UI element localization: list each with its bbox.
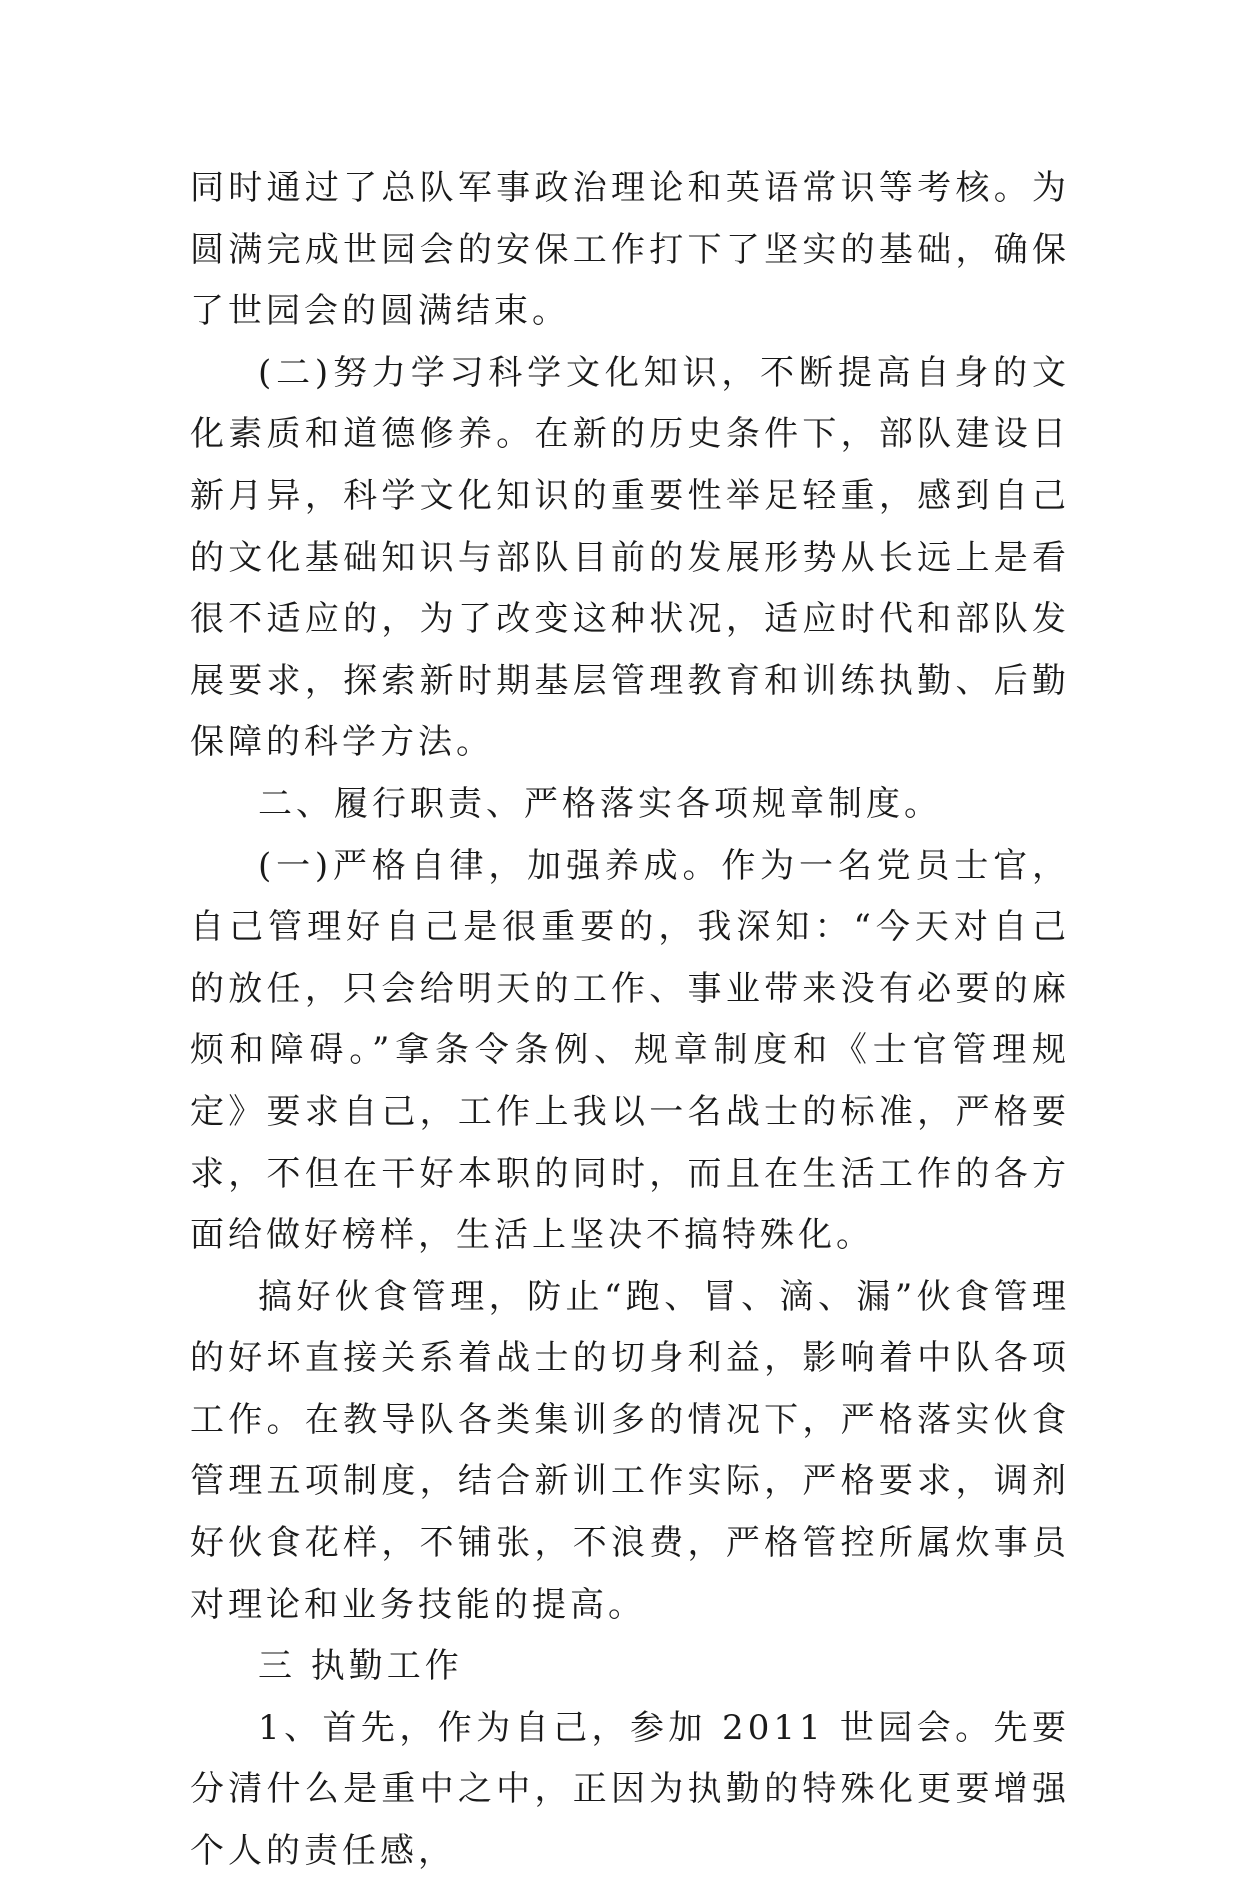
paragraph-3: 二、履行职责、严格落实各项规章制度。 xyxy=(258,783,942,824)
paragraph-4: (一)严格自律，加强养成。作为一名党员士官，自己管理好自己是很重要的，我深知：“今天对自己的放任，只会给明天的工作、事业带来没有必要的麻烦和障碍。”拿条令条例、规章制度和《士官管理规定》要求自己，工作上我以一名战士的标准，严格要求，不但在干好本职的同时，而且在生活工作的各方面给做好榜样，生活上坚决不搞特殊化。 xyxy=(190,845,1070,1256)
paragraph-2: (二)努力学习科学文化知识，不断提高自身的文化素质和道德修养。在新的历史条件下，部队建设日新月异，科学文化知识的重要性举足轻重，感到自己的文化基础知识与部队目前的发展形势从长远上是看很不适应的，为了改变这种状况，适应时代和部队发展要求，探索新时期基层管理教育和训练执勤、后勤保障的科学方法。 xyxy=(190,352,1070,763)
paragraph-1: 同时通过了总队军事政治理论和英语常识等考核。为圆满完成世园会的安保工作打下了坚实的基础，确保了世园会的圆满结束。 xyxy=(190,168,1070,332)
paragraph-6: 三 执勤工作 xyxy=(258,1646,463,1687)
paragraph-7: 1、首先，作为自己，参加 2011 世园会。先要分清什么是重中之中，正因为执勤的特殊化更要增强个人的责任感， xyxy=(190,1707,1070,1872)
paragraph-5: 搞好伙食管理，防止“跑、冒、滴、漏”伙食管理的好坏直接关系着战士的切身利益，影响着中队各项工作。在教导队各类集训多的情况下，严格落实伙食管理五项制度，结合新训工作实际，严格要求，调剂好伙食花样，不铺张，不浪费，严格管控所属炊事员对理论和业务技能的提高。 xyxy=(190,1276,1070,1625)
document-body xyxy=(190,158,1070,1883)
